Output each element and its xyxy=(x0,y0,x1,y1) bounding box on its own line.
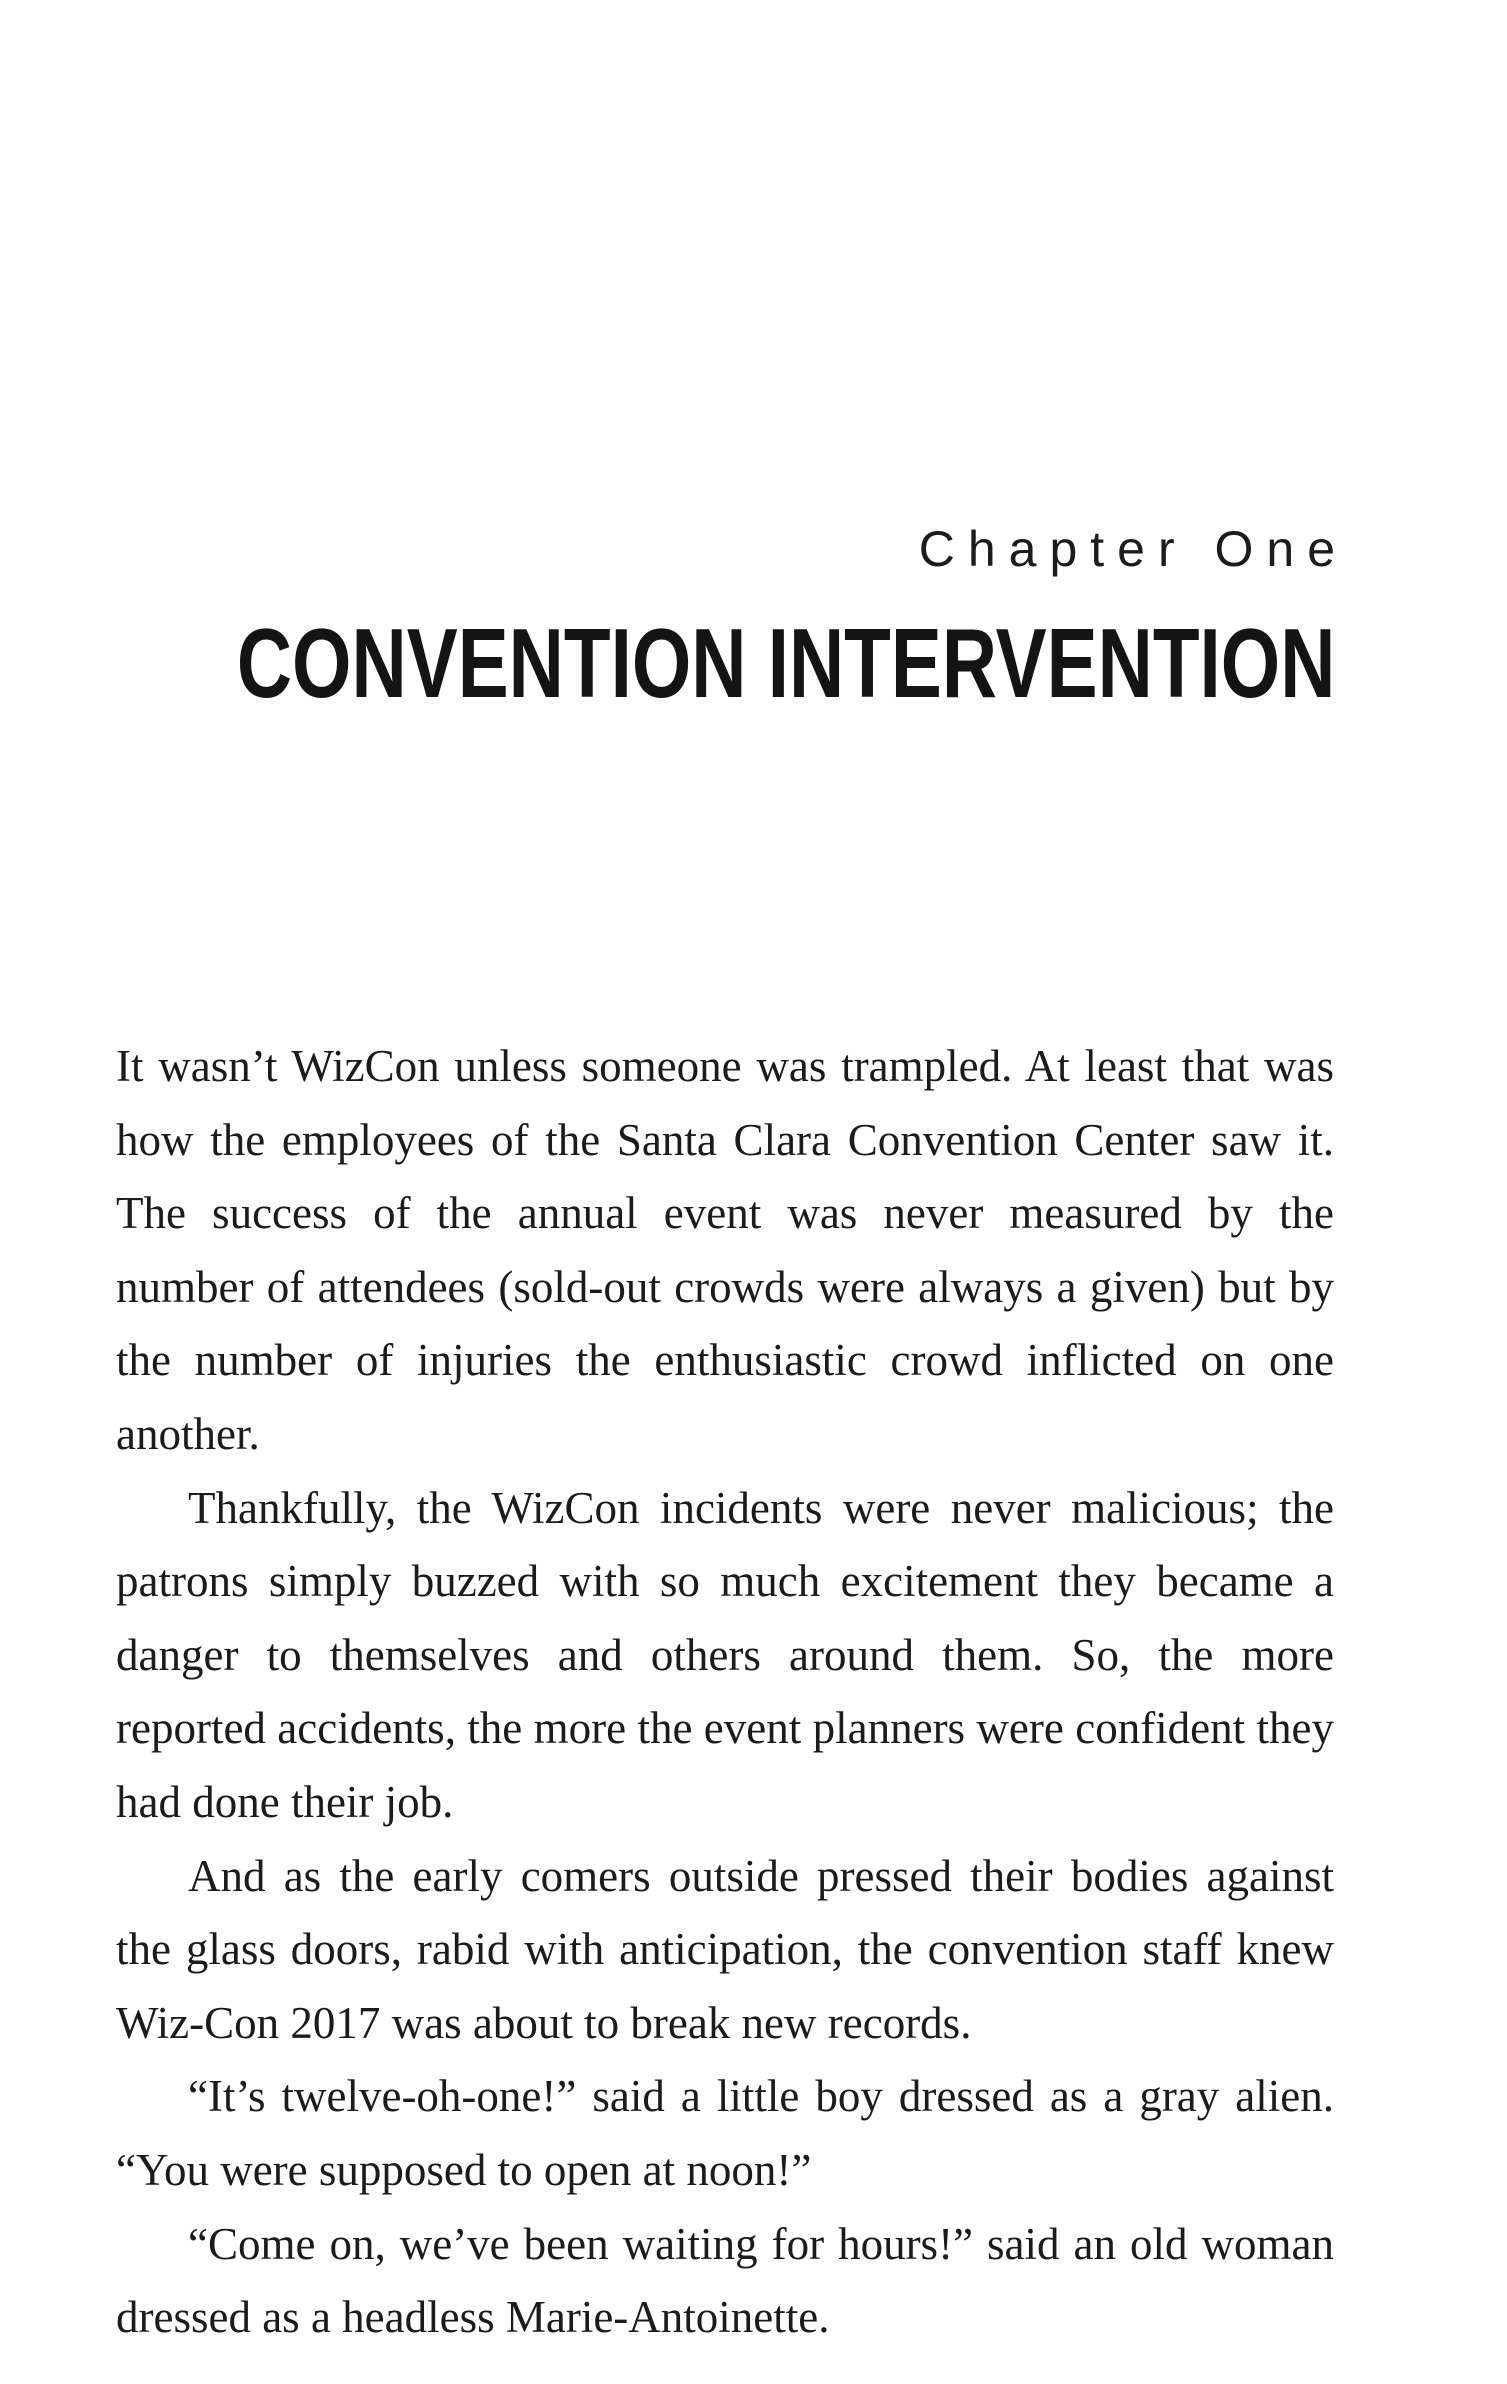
paragraph-4: “It’s twelve-oh-one!” said a little boy dressed as a gray alien. “You were supposed to open at noon!” xyxy=(116,2071,1334,2195)
paragraph-5: “Come on, we’ve been waiting for hours!” said an old woman dressed as a headless Marie-Antoinette. xyxy=(116,2218,1334,2343)
chapter-label: Chapter One xyxy=(918,521,1348,577)
chapter-title: CONVENTION INTERVENTION xyxy=(236,608,1335,718)
chapter-body xyxy=(116,1030,1334,2355)
paragraph-3: And as the early comers outside pressed their bodies against the glass doors, rabid with anticipation, the convention staff knew Wiz-Con 2017 was about to break new records. xyxy=(116,1850,1334,2048)
paragraph-2: Thankfully, the WizCon incidents were never malicious; the patrons simply buzzed with so much excitement they became a danger to themselves and others around them. So, the more reported accidents, the more the event planners were confident they had done their job. xyxy=(116,1482,1334,1827)
paragraph-1: It wasn’t WizCon unless someone was trampled. At least that was how the employees of the Santa Clara Convention Center saw it. The success of the annual event was never measured by the number of attendees (sold-out crowds were always a given) but by the number of injuries the enthusiastic crowd inflicted on one another. xyxy=(116,1041,1334,1459)
